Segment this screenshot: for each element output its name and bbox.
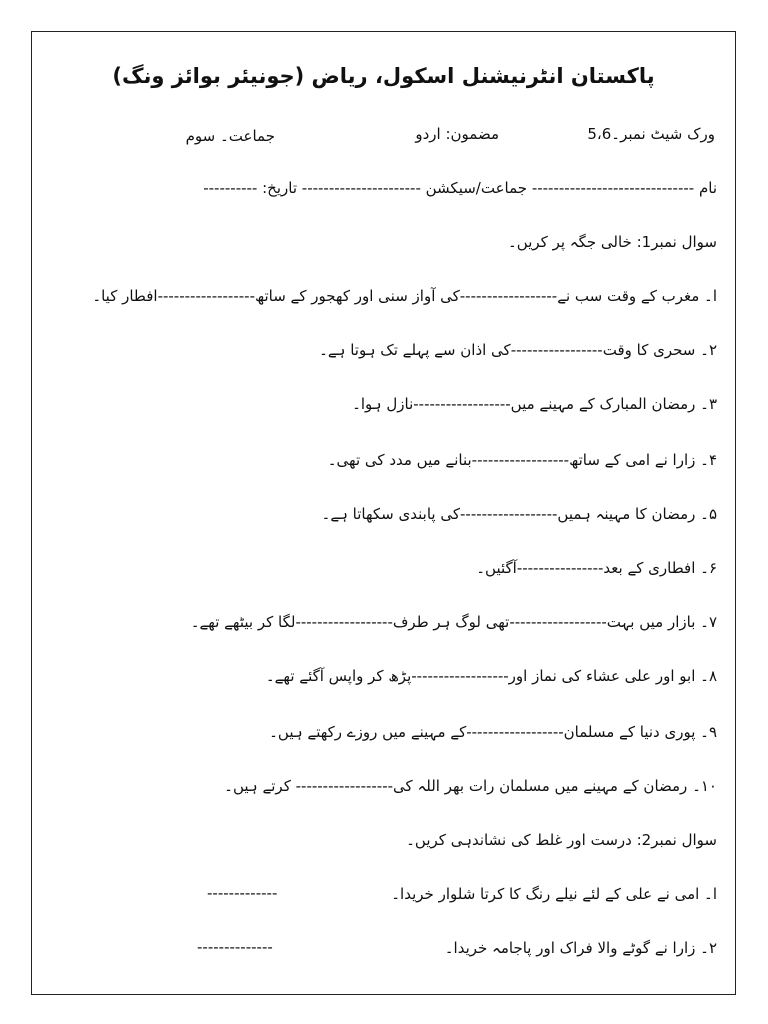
fill-blank-item: ۹۔ پوری دنیا کے مسلمان------------------کے مہینے میں روزے رکھتے ہیں۔: [269, 723, 717, 741]
fill-blank-item: ۲۔ سحری کا وقت-----------------کی اذان سے پہلے تک ہوتا ہے۔: [319, 341, 717, 359]
fill-blank-item: ۳۔ رمضان المبارک کے مہینے میں------------------نازل ہوا۔: [352, 395, 717, 413]
fill-blank-item: ۱۰۔ رمضان کے مہینے میں مسلمان رات بھر اللہ کی------------------ کرتے ہیں۔: [224, 777, 717, 795]
fill-blank-item: ۷۔ بازار میں بہت------------------تھی لوگ ہر طرف------------------لگا کر بیٹھے تھے۔: [190, 613, 717, 631]
fill-blank-item: ۴۔ زارا نے امی کے ساتھ------------------بنانے میں مدد کی تھی۔: [327, 451, 717, 469]
fill-blank-item: ۶۔ افطاری کے بعد----------------آگئیں۔: [476, 559, 717, 577]
true-false-item: ا۔ امی نے علی کے لئے نیلے رنگ کا کرتا شلوار خریدا۔: [391, 885, 717, 903]
class-label: جماعت۔ سوم: [185, 127, 275, 145]
true-false-item: ۲۔ زارا نے گوٹے والا فراک اور پاجامہ خریدا۔: [444, 939, 717, 957]
subject-label: مضمون: اردو: [415, 125, 499, 143]
answer-blank: -------------: [207, 884, 278, 902]
fill-blank-item: ا۔ مغرب کے وقت سب نے------------------کی آواز سنی اور کھجور کے ساتھ------------------افطار کیا۔: [92, 287, 717, 305]
section2-heading: سوال نمبر2: درست اور غلط کی نشاندہی کریں۔: [406, 831, 717, 849]
student-info-line: نام ------------------------------ جماعت/سیکشن ---------------------- تاریخ: ----------: [203, 179, 717, 197]
worksheet-number: ورک شیٹ نمبر۔5،6: [587, 125, 715, 143]
worksheet-page: [31, 31, 736, 995]
school-title: پاکستان انٹرنیشنل اسکول، ریاض (جونیئر بوائز ونگ): [112, 64, 655, 88]
answer-blank: --------------: [197, 938, 273, 956]
fill-blank-item: ۸۔ ابو اور علی عشاء کی نماز اور------------------پڑھ کر واپس آگئے تھے۔: [265, 667, 717, 685]
fill-blank-item: ۵۔ رمضان کا مہینہ ہمیں------------------کی پابندی سکھاتا ہے۔: [321, 505, 717, 523]
section1-heading: سوال نمبر1: خالی جگہ پر کریں۔: [508, 233, 717, 251]
